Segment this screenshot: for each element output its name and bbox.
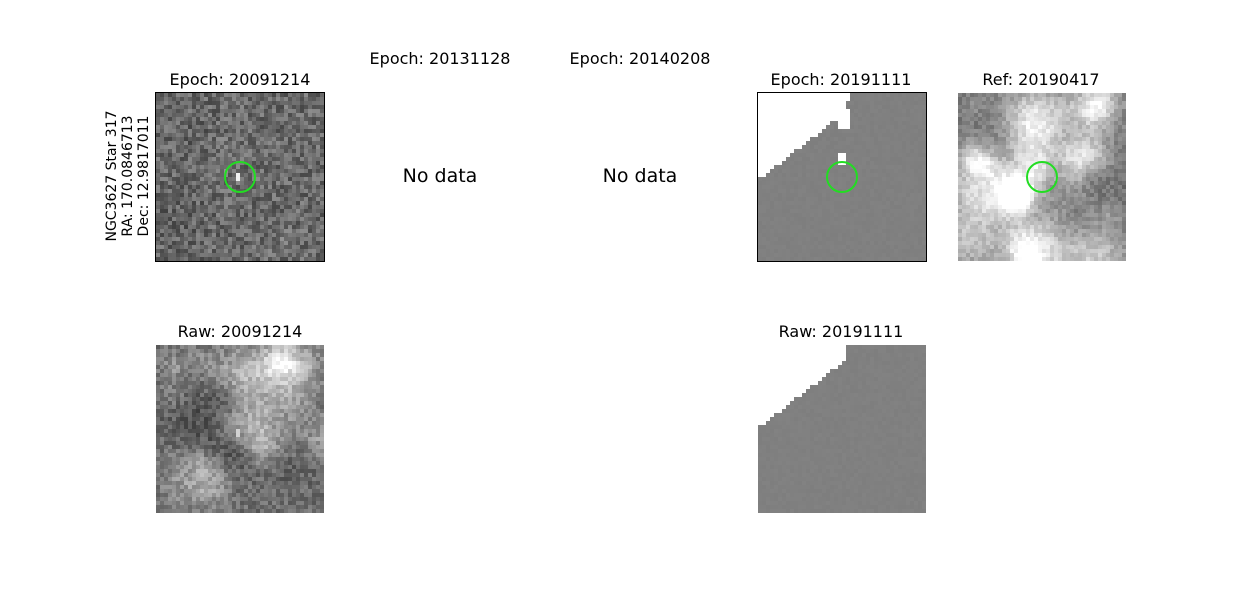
object-name: NGC3627 Star 317 — [104, 110, 120, 242]
raw-1-cutout — [156, 345, 324, 513]
epoch-3-title: Epoch: 20140208 — [569, 49, 711, 68]
raw-4-cutout — [758, 345, 926, 513]
raw-4-image — [758, 345, 926, 513]
raw-4-title: Raw: 20191111 — [778, 322, 904, 341]
epoch-1-title: Epoch: 20091214 — [169, 70, 311, 89]
raw-1-image — [156, 345, 324, 513]
raw-1-title: Raw: 20091214 — [177, 322, 303, 341]
reference-title: Ref: 20190417 — [982, 70, 1100, 89]
epoch-4-title: Epoch: 20191111 — [770, 70, 912, 89]
epoch-2-title: Epoch: 20131128 — [369, 49, 511, 68]
epoch-2-no-data: No data — [402, 165, 478, 187]
aperture-circle — [224, 161, 256, 193]
reference-cutout — [958, 93, 1126, 261]
aperture-circle — [826, 161, 858, 193]
aperture-circle — [1026, 161, 1058, 193]
star-info-label — [104, 110, 152, 241]
epoch-3-no-data: No data — [602, 165, 678, 187]
epoch-4-cutout — [758, 93, 926, 261]
dec-value: Dec: 12.9817011 — [136, 115, 152, 237]
epoch-1-cutout — [156, 93, 324, 261]
ra-value: RA: 170.0846713 — [120, 115, 136, 237]
